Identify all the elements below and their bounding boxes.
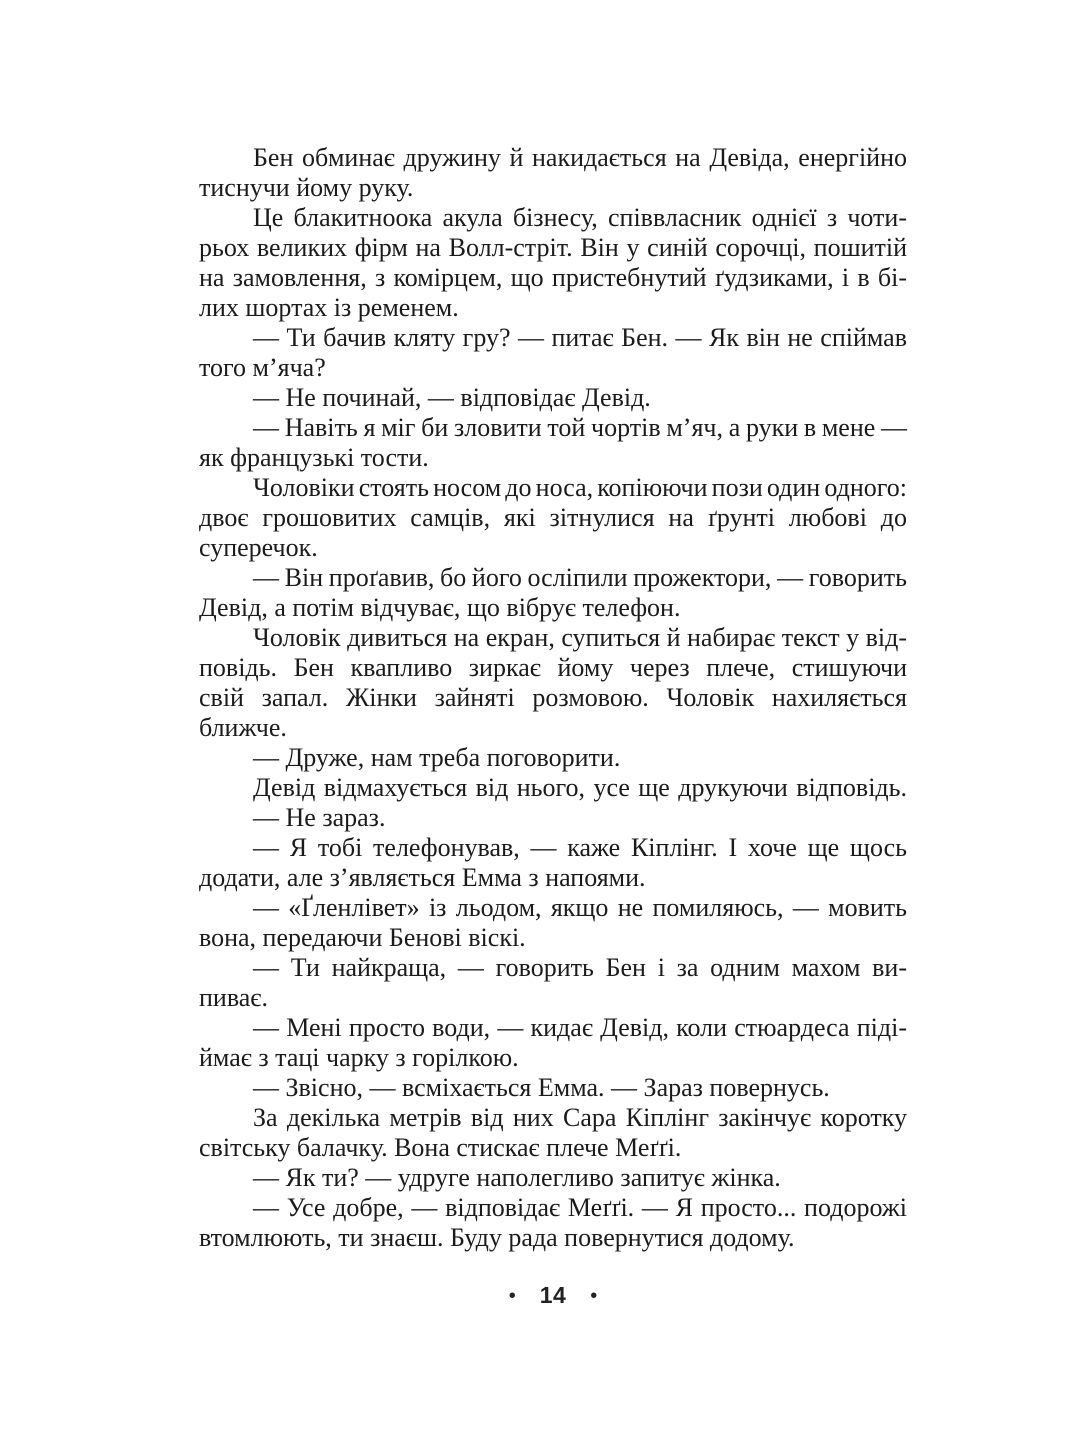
text-line bbox=[199, 953, 907, 983]
paragraph bbox=[199, 563, 907, 623]
text-line bbox=[199, 623, 907, 653]
text-line-content: лих шортах із ременем. bbox=[199, 293, 459, 322]
text-line bbox=[199, 203, 907, 233]
text-line-content: — Мені просто води, — кидає Девід, коли стюардеса піді- bbox=[253, 1013, 907, 1042]
text-line bbox=[199, 893, 907, 923]
paragraph bbox=[199, 413, 907, 473]
paragraph bbox=[199, 803, 907, 833]
text-line-content: — Друже, нам треба поговорити. bbox=[253, 743, 621, 772]
text-line-content: втомлюють, ти знаєш. Буду рада повернутися додому. bbox=[199, 1223, 795, 1252]
footer-bullet-right-icon: • bbox=[590, 1284, 598, 1307]
paragraph bbox=[199, 1103, 907, 1163]
text-line bbox=[199, 173, 907, 203]
text-line bbox=[199, 293, 907, 323]
text-line bbox=[199, 443, 907, 473]
text-line-content: світську балачку. Вона стискає плече Меґґі. bbox=[199, 1133, 682, 1162]
paragraph bbox=[199, 1073, 907, 1103]
text-line bbox=[199, 923, 907, 953]
paragraph bbox=[199, 623, 907, 743]
text-line bbox=[199, 383, 907, 413]
text-line-content: Бен обминає дружину й накидається на Девіда, енергійно bbox=[253, 143, 907, 172]
text-line bbox=[199, 533, 907, 563]
text-line-content: — Не зараз. bbox=[253, 803, 386, 832]
paragraph bbox=[199, 833, 907, 893]
paragraph bbox=[199, 1163, 907, 1193]
text-line-content: пиває. bbox=[199, 983, 268, 1012]
paragraph bbox=[199, 1013, 907, 1073]
paragraph bbox=[199, 203, 907, 323]
paragraph bbox=[199, 383, 907, 413]
text-line-content: на замовлення, з комірцем, що пристебнутий ґудзиками, і в бі- bbox=[199, 263, 907, 292]
page-footer bbox=[199, 1284, 907, 1307]
text-line-content: того м’яча? bbox=[199, 353, 326, 382]
text-line bbox=[199, 473, 907, 503]
text-line bbox=[199, 1193, 907, 1223]
text-line-content: ближче. bbox=[199, 713, 287, 742]
paragraph bbox=[199, 323, 907, 383]
text-line bbox=[199, 683, 907, 713]
paragraph bbox=[199, 953, 907, 1013]
text-line bbox=[199, 323, 907, 353]
text-line bbox=[199, 1103, 907, 1133]
text-line-content: як французькі тости. bbox=[199, 443, 429, 472]
text-line-content: тиснучи йому руку. bbox=[199, 173, 414, 202]
text-line bbox=[199, 1073, 907, 1103]
text-line bbox=[199, 863, 907, 893]
text-line bbox=[199, 983, 907, 1013]
text-line-content: — Не починай, — відповідає Девід. bbox=[253, 383, 651, 412]
text-line-content: — Я тобі телефонував, — каже Кіплінг. І хоче ще щось bbox=[253, 833, 907, 862]
text-line bbox=[199, 563, 907, 593]
text-line-content: — «Ґленлівет» із льодом, якщо не помиляюсь, — мовить bbox=[253, 893, 907, 922]
text-line bbox=[199, 1223, 907, 1253]
text-line-content: суперечок. bbox=[199, 533, 318, 562]
text-line bbox=[199, 353, 907, 383]
text-line-content: Девід відмахується від нього, усе ще друкуючи відповідь. bbox=[253, 773, 907, 802]
text-line bbox=[199, 653, 907, 683]
text-line-content: — Він проґавив, бо його осліпили прожектори, — говорить bbox=[253, 563, 907, 592]
text-line bbox=[199, 413, 907, 443]
text-line-content: додати, але з’являється Емма з напоями. bbox=[199, 863, 646, 892]
text-line-content: ймає з таці чарку з горілкою. bbox=[199, 1043, 519, 1072]
paragraph bbox=[199, 143, 907, 203]
text-line bbox=[199, 263, 907, 293]
footer-bullet-left-icon: • bbox=[508, 1284, 516, 1307]
text-line-content: — Усе добре, — відповідає Меґґі. — Я просто... подорожі bbox=[253, 1193, 907, 1222]
text-line-content: Девід, а потім відчуває, що вібрує телефон. bbox=[199, 593, 681, 622]
text-line bbox=[199, 503, 907, 533]
text-line-content: — Ти бачив кляту гру? — питає Бен. — Як він не спіймав bbox=[253, 323, 907, 352]
text-line-content: двоє грошовитих самців, які зітнулися на ґрунті любові до bbox=[199, 503, 907, 532]
text-line-content: — Ти найкраща, — говорить Бен і за одним махом ви- bbox=[253, 953, 907, 982]
text-line-content: вона, передаючи Бенові віскі. bbox=[199, 923, 526, 952]
text-line bbox=[199, 1013, 907, 1043]
paragraph bbox=[199, 773, 907, 803]
page-text-block bbox=[199, 143, 907, 1253]
text-line bbox=[199, 1133, 907, 1163]
text-line-content: — Як ти? — удруге наполегливо запитує жінка. bbox=[253, 1163, 781, 1192]
text-line bbox=[199, 143, 907, 173]
text-line-content: свій запал. Жінки зайняті розмовою. Чоловік нахиляється bbox=[199, 683, 907, 712]
paragraph bbox=[199, 473, 907, 563]
text-line-content: Чоловіки стоять носом до носа, копіюючи пози один одного: bbox=[253, 473, 907, 502]
text-line bbox=[199, 833, 907, 863]
text-line bbox=[199, 773, 907, 803]
text-line-content: — Звісно, — всміхається Емма. — Зараз повернусь. bbox=[253, 1073, 830, 1102]
text-line-content: Це блакитноока акула бізнесу, співвласник однієї з чоти- bbox=[253, 203, 907, 232]
text-line bbox=[199, 593, 907, 623]
page-number: 14 bbox=[539, 1282, 567, 1308]
paragraph bbox=[199, 743, 907, 773]
text-line-content: Чоловік дивиться на екран, супиться й набирає текст у від- bbox=[253, 623, 907, 652]
text-line bbox=[199, 803, 907, 833]
text-line bbox=[199, 1043, 907, 1073]
paragraph bbox=[199, 1193, 907, 1253]
text-line bbox=[199, 713, 907, 743]
text-line-content: За декілька метрів від них Сара Кіплінг закінчує коротку bbox=[253, 1103, 907, 1132]
text-line bbox=[199, 743, 907, 773]
paragraph bbox=[199, 893, 907, 953]
text-line-content: — Навіть я міг би зловити той чортів м’яч, а руки в мене — bbox=[253, 413, 907, 442]
text-line-content: рьох великих фірм на Волл-стріт. Він у синій сорочці, пошитій bbox=[199, 233, 907, 262]
text-line bbox=[199, 233, 907, 263]
text-line-content: повідь. Бен квапливо зиркає йому через плече, стишуючи bbox=[199, 653, 907, 682]
text-line bbox=[199, 1163, 907, 1193]
